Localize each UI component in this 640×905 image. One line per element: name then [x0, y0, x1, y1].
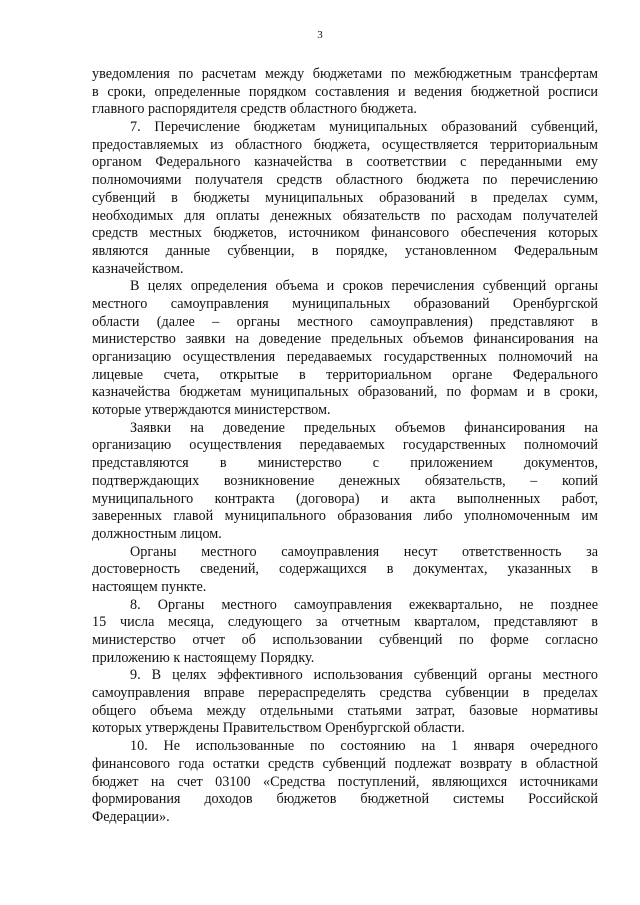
text-line: В целях определения объема и сроков перечисления субвенций органы: [130, 278, 598, 295]
text-line: которые утверждаются министерством.: [92, 402, 331, 419]
text-line: Федерации».: [92, 808, 170, 825]
text-line: Органы местного самоуправления несут ответственность за: [130, 543, 598, 560]
text-line: должностным лицом.: [92, 525, 222, 542]
paragraph: [92, 544, 598, 597]
text-line: формирования доходов бюджетов бюджетной системы Российской: [92, 791, 598, 808]
text-line: области (далее – органы местного самоуправления) представляют в: [92, 313, 598, 330]
text-line: самоуправления вправе перераспределять средства субвенции в пределах: [92, 685, 598, 702]
paragraph: [92, 119, 598, 278]
text-line: 8. Органы местного самоуправления ежеквартально, не позднее: [130, 596, 598, 613]
text-line: 15 числа месяца, следующего за отчетным кварталом, представляют в: [92, 614, 598, 631]
page-number: 3: [317, 29, 323, 41]
text-line: которых утверждены Правительством Оренбургской области.: [92, 720, 465, 737]
text-line: муниципального контракта (договора) и акта выполненных работ,: [92, 490, 598, 507]
text-line: субвенций в бюджеты муниципальных образований в пределах сумм,: [92, 189, 598, 206]
text-line: приложению к настоящему Порядку.: [92, 649, 315, 666]
text-line: министерство отчет об использовании субвенций по форме согласно: [92, 632, 598, 648]
text-line: министерство заявки на доведение предельных объемов финансирования на: [92, 331, 598, 348]
text-line: подтверждающих возникновение денежных обязательств, – копий: [92, 472, 598, 489]
text-line: местного самоуправления муниципальных образований Оренбургской: [92, 295, 598, 312]
paragraph: [92, 597, 598, 668]
paragraph: [92, 66, 598, 119]
text-line: представляются в министерство с приложением документов,: [92, 455, 598, 472]
text-line: уведомления по расчетам между бюджетами по межбюджетным трансфертам: [92, 66, 598, 82]
text-line: организацию осуществления передаваемых государственных полномочий на: [92, 349, 598, 365]
text-line: 9. В целях эффективного использования субвенций органы местного: [130, 667, 598, 684]
text-line: главного распорядителя средств областного бюджета.: [92, 101, 417, 118]
text-line: предоставляемых из областного бюджета, осуществляется территориальным: [92, 136, 598, 153]
text-line: достоверность сведений, содержащихся в документах, указанных в: [92, 561, 598, 578]
text-line: казначейства бюджетам муниципальных образований, по формам и в сроки,: [92, 384, 598, 401]
text-line: Заявки на доведение предельных объемов финансирования на: [130, 419, 598, 436]
text-line: в сроки, определенные порядком составления и ведения бюджетной росписи: [92, 83, 598, 100]
paragraph: [92, 667, 598, 738]
text-line: организацию осуществления передаваемых государственных полномочий: [92, 437, 598, 454]
text-line: органом Федерального казначейства в соответствии с переданными ему: [92, 154, 598, 171]
text-line: настоящем пункте.: [92, 578, 207, 595]
text-line: казначейством.: [92, 260, 184, 277]
text-line: бюджет на счет 03100 «Средства поступлений, являющихся источниками: [92, 773, 598, 790]
paragraph: [92, 278, 598, 420]
text-line: лицевые счета, открытые в территориальном органе Федерального: [92, 366, 598, 383]
paragraph: [92, 420, 598, 544]
text-line: 7. Перечисление бюджетам муниципальных образований субвенций,: [130, 119, 598, 136]
text-line: заверенных главой муниципального образования либо уполномоченным им: [92, 508, 598, 525]
text-line: полномочиями получателя средств областного бюджета по перечислению: [92, 172, 598, 189]
paragraph: [92, 738, 598, 826]
text-line: являются данные субвенции, в порядке, установленном Федеральным: [92, 242, 598, 259]
document-body: [92, 66, 598, 827]
text-line: 10. Не использованные по состоянию на 1 января очередного: [130, 738, 598, 755]
text-line: финансового года остатки средств субвенций подлежат возврату в областной: [92, 755, 598, 772]
text-line: необходимых для оплаты денежных обязательств по расходам получателей: [92, 207, 598, 224]
text-line: средств местных бюджетов, источником финансового обеспечения которых: [92, 225, 598, 242]
text-line: общего объема между отдельными статьями затрат, базовые нормативы: [92, 702, 598, 719]
